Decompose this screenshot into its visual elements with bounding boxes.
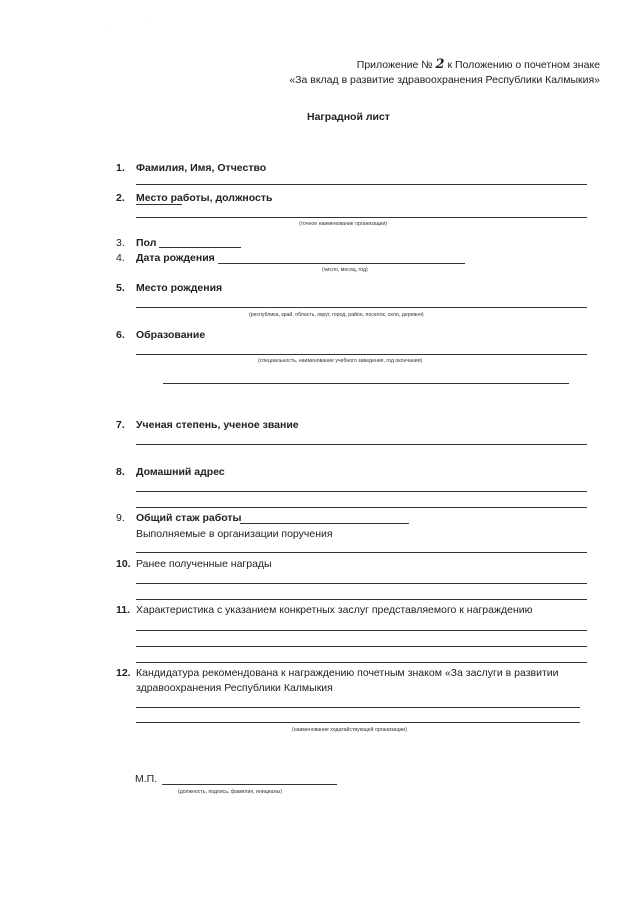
label-gender: Пол [136,237,157,249]
label-recommendation-1: Кандидатура рекомендована к награждению почетным знаком «За заслуги в развитии [136,667,559,679]
field-line-workplace-short[interactable] [136,204,182,205]
label-total-experience: Общий стаж работы [136,512,242,524]
item-number: 12. [116,667,131,679]
field-line-address-2[interactable] [136,507,587,508]
label-birth-place: Место рождения [136,282,223,294]
hint-workplace: (точное наименование организации) [299,221,388,227]
field-line-characteristic-3[interactable] [136,662,587,663]
item-number: 11. [116,604,131,616]
field-line-education-2[interactable] [163,383,569,384]
seal-label: М.П. [135,773,158,785]
field-line-organization-2[interactable] [136,722,580,723]
hint-birth-place: (республика, край, область, округ, город, район, поселок, село, деревня) [249,312,424,318]
label-recommendation-2: здравоохранения Республики Калмыкия [136,682,333,694]
header-suffix: к Положению о почетном знаке [447,59,600,71]
item-number: 2. [116,192,125,204]
field-line-characteristic-2[interactable] [136,646,587,647]
field-line-birth-place[interactable] [136,307,587,308]
hint-education: (специальность, наименование учебного заведения, год окончания) [258,358,423,364]
field-line-full-name[interactable] [136,184,587,185]
field-line-education[interactable] [136,354,587,355]
item-number: 1. [116,162,125,174]
field-line-experience[interactable] [240,523,409,524]
label-characteristic: Характеристика с указанием конкретных заслуг представляемого к награждению [136,604,533,616]
field-line-organization-1[interactable] [136,707,580,708]
item-number: 9. [116,512,125,524]
field-line-degree[interactable] [136,444,587,445]
scan-mark: · [105,25,107,31]
annex-number: 2 [435,57,445,72]
label-education: Образование [136,329,206,341]
label-full-name: Фамилия, Имя, Отчество [136,162,267,174]
header-line-2: «За вклад в развитие здравоохранения Республики Калмыкия» [289,74,600,86]
header-line-1 [357,58,600,72]
field-line-birth-date[interactable] [218,263,465,264]
hint-signature: (должность, подпись, фамилия, инициалы) [178,789,282,795]
item-number: 7. [116,419,125,431]
item-number: 3. [116,237,125,249]
hint-organization: (наименование ходатайствующей организации) [292,727,407,733]
item-number: 4. [116,252,125,264]
label-previous-awards: Ранее полученные награды [136,558,272,570]
field-line-gender[interactable] [159,247,241,248]
label-assignments: Выполняемые в организации поручения [136,528,333,540]
field-line-signature[interactable] [162,784,337,785]
field-line-assignments[interactable] [136,552,587,553]
item-number: 10. [116,558,131,570]
label-workplace: Место работы, должность [136,192,273,204]
item-number: 5. [116,282,125,294]
item-number: 6. [116,329,125,341]
field-line-address-1[interactable] [136,491,587,492]
field-line-workplace[interactable] [136,217,587,218]
label-degree: Ученая степень, ученое звание [136,419,299,431]
scan-mark: · [146,14,148,20]
label-birth-date: Дата рождения [136,252,215,264]
header-prefix: Приложение № [356,59,433,71]
page-title: Наградной лист [307,111,390,123]
field-line-characteristic-1[interactable] [136,630,587,631]
label-home-address: Домашний адрес [136,466,225,478]
item-number: 8. [116,466,125,478]
field-line-awards-1[interactable] [136,583,587,584]
field-line-awards-2[interactable] [136,599,587,600]
hint-birth-date: (число, месяц, год) [322,267,368,273]
